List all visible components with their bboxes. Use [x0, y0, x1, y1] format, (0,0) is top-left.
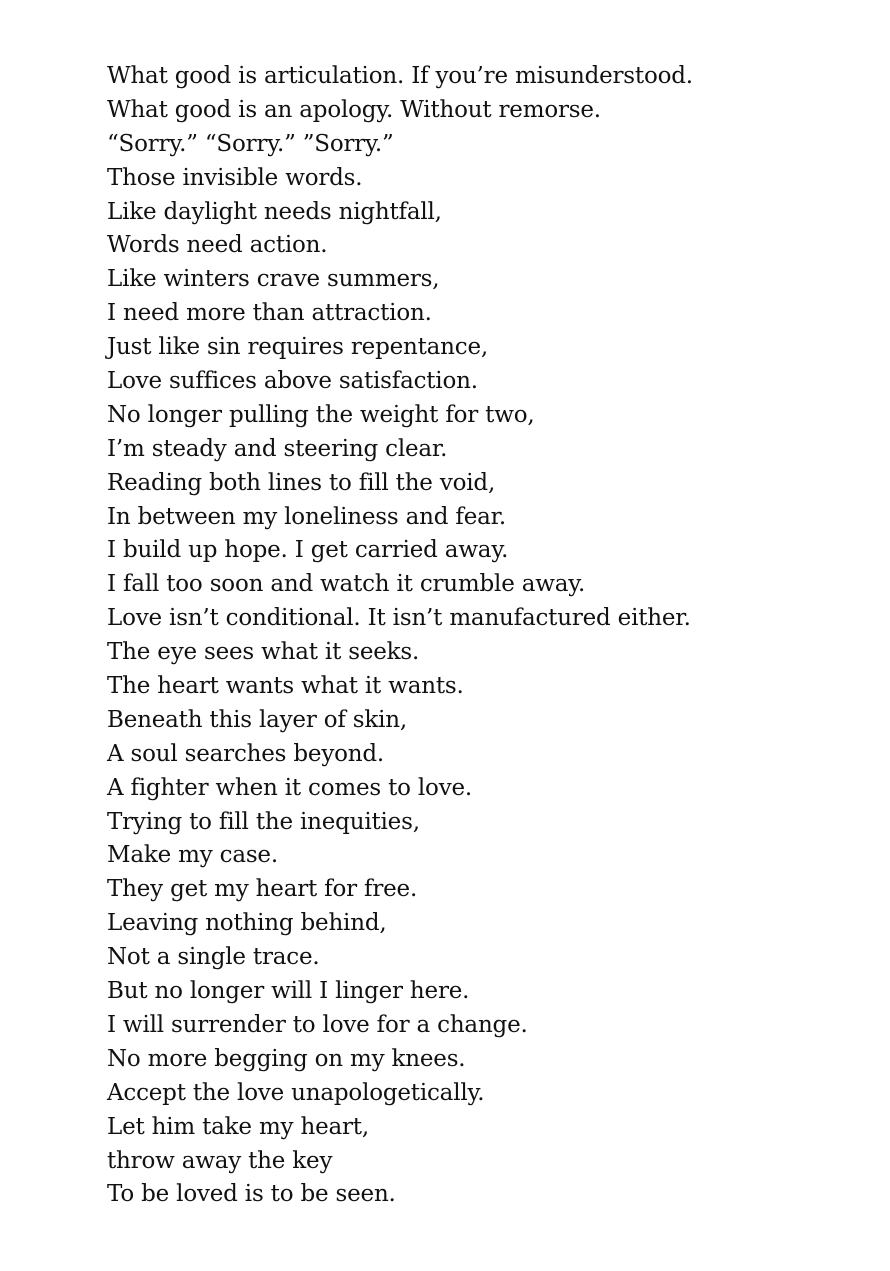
poem-line: In between my loneliness and fear.	[107, 503, 506, 530]
poem-line: Reading both lines to fill the void,	[107, 469, 496, 496]
poem-line: I will surrender to love for a change.	[107, 1011, 528, 1038]
poem-line: Love isn’t conditional. It isn’t manufactured either.	[107, 605, 691, 632]
poem-line: throw away the key	[107, 1147, 333, 1174]
poem-line: A fighter when it comes to love.	[107, 774, 473, 801]
poem-line: Just like sin requires repentance,	[107, 334, 488, 361]
poem-line: I need more than attraction.	[107, 300, 432, 327]
poem-line: Leaving nothing behind,	[107, 910, 387, 937]
poem-line: Let him take my heart,	[107, 1113, 369, 1140]
poem-line: I fall too soon and watch it crumble away.	[107, 571, 586, 598]
poem-line: To be loved is to be seen.	[107, 1181, 396, 1208]
poem-line: The heart wants what it wants.	[107, 673, 464, 700]
poem-line: A soul searches beyond.	[107, 740, 385, 767]
poem-line: The eye sees what it seeks.	[107, 639, 420, 666]
poem-line: Like daylight needs nightfall,	[107, 198, 442, 225]
poem-line: Words need action.	[107, 232, 328, 259]
poem-line: No longer pulling the weight for two,	[107, 401, 535, 428]
poem-line: No more begging on my knees.	[107, 1045, 466, 1072]
poem-line: Love suffices above satisfaction.	[107, 368, 478, 395]
poem-line: Make my case.	[107, 842, 278, 869]
poem-line: Not a single trace.	[107, 944, 320, 971]
poem-line: I build up hope. I get carried away.	[107, 537, 509, 564]
poem-line: But no longer will I linger here.	[107, 978, 470, 1005]
poem-line: “Sorry.” “Sorry.” ”Sorry.”	[107, 130, 394, 157]
poem-body	[107, 60, 867, 1212]
poem-line: What good is an apology. Without remorse.	[107, 96, 601, 123]
poem-line: They get my heart for free.	[107, 876, 418, 903]
poem-line: Like winters crave summers,	[107, 266, 440, 293]
poem-line: Those invisible words.	[107, 164, 363, 191]
poem-line: Accept the love unapologetically.	[107, 1079, 485, 1106]
poem-line: What good is articulation. If you’re misunderstood.	[107, 63, 693, 89]
poem-line: I’m steady and steering clear.	[107, 435, 448, 462]
poem-line: Beneath this layer of skin,	[107, 706, 408, 733]
poem-line: Trying to fill the inequities,	[107, 808, 420, 835]
